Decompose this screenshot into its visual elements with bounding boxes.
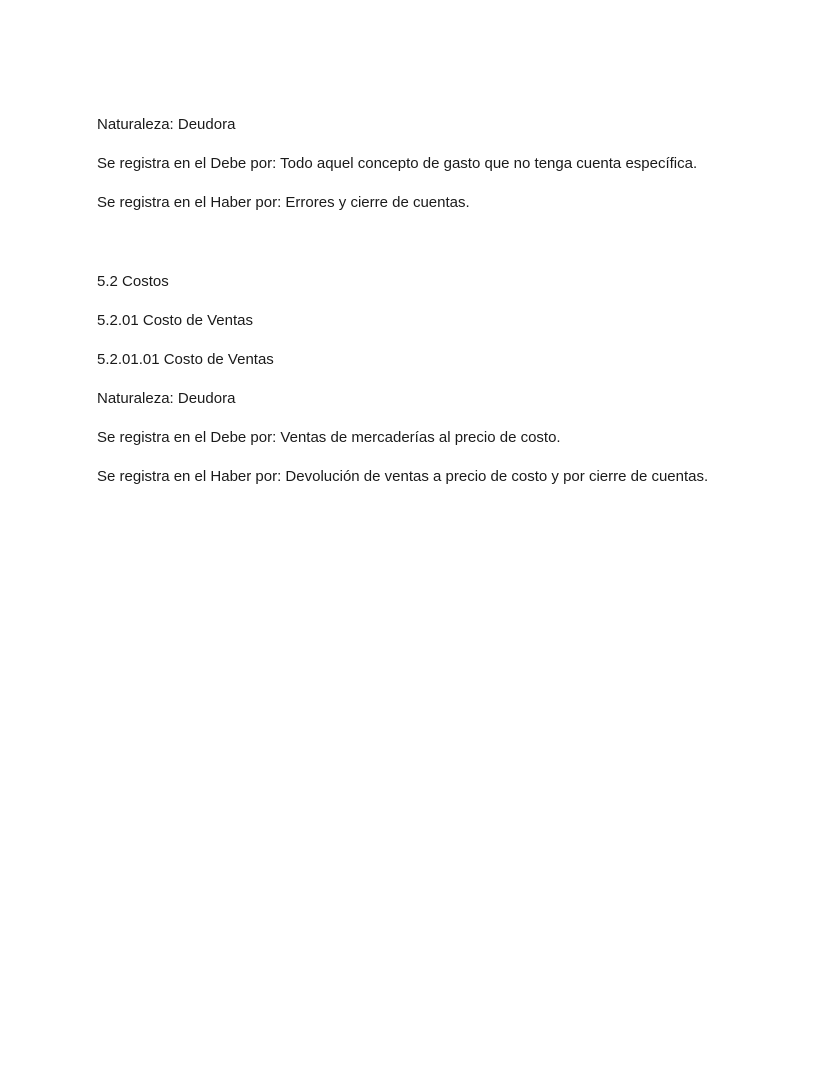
heading-costo-de-ventas-sub: 5.2.01.01 Costo de Ventas [97,351,274,368]
paragraph-naturaleza-2: Naturaleza: Deudora [97,390,236,407]
paragraph-debe: Se registra en el Debe por: Todo aquel concepto de gasto que no tenga cuenta específica. [97,155,698,172]
paragraph-debe-2: Se registra en el Debe por: Ventas de mercaderías al precio de costo. [97,429,561,446]
heading-costo-de-ventas: 5.2.01 Costo de Ventas [97,312,253,329]
paragraph-haber: Se registra en el Haber por: Errores y cierre de cuentas. [97,194,470,211]
paragraph-naturaleza: Naturaleza: Deudora [97,116,236,133]
document-body [97,117,768,508]
heading-costos: 5.2 Costos [97,273,169,290]
paragraph-haber-2: Se registra en el Haber por: Devolución de ventas a precio de costo y por cierre de cuentas. [97,468,709,485]
